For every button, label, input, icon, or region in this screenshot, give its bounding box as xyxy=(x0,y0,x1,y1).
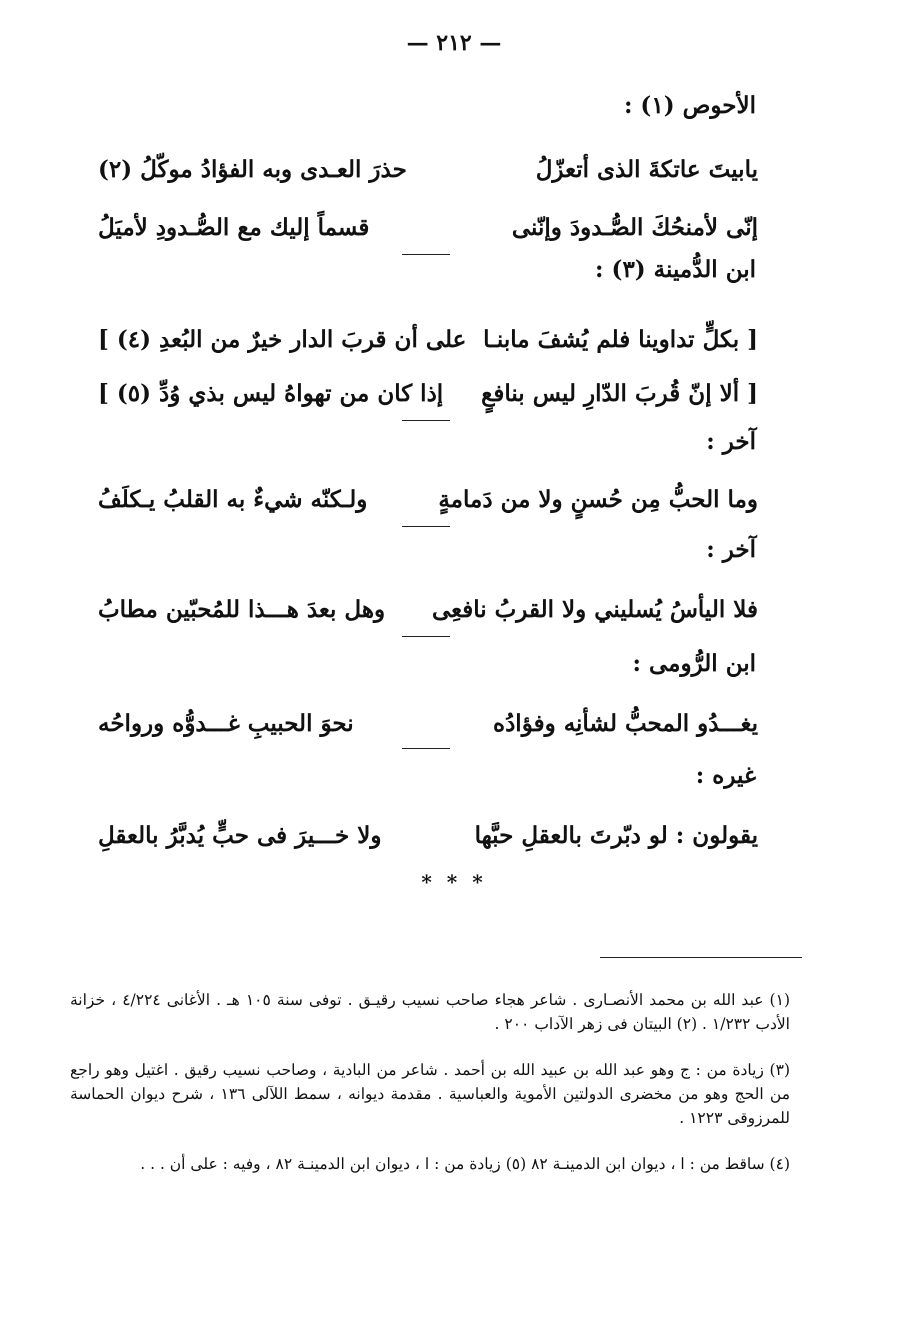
verse-line xyxy=(98,372,758,416)
verse-first-hemistich: [ ألا إنّ قُربَ الدّارِ ليس بنافعٍ xyxy=(481,380,758,407)
verse-second-hemistich: قسماً إليك مع الصُّـدودِ لأميَلُ xyxy=(98,214,370,241)
verse-second-hemistich: ولـكنّه شيءٌ به القلبُ يـكلَفُ xyxy=(98,486,368,513)
poet-name-ibn-al-rumi: ابن الرُّومى : xyxy=(632,650,756,677)
verse-divider-rule xyxy=(402,254,450,255)
poet-name-another: آخر : xyxy=(706,536,756,563)
footnote: (١) عبد الله بن محمد الأنصـارى . شاعر هجاء صاحب نسيب رقيـق . توفى سنة ١٠٥ هـ . الأغانى ٤/٢٢٤ ، خزانة الأدب ١/٢٣٢ . (٢) البيتان فى زهر الآداب ٢٠٠ . xyxy=(70,991,791,1033)
verse-second-hemistich: ولا خـــيرَ فى حبٍّ يُدبَّرُ بالعقلِ xyxy=(98,822,382,849)
verse-line xyxy=(98,702,758,746)
footnote: (٤) ساقط من : ا ، ديوان ابن الدمينـة ٨٢ (٥) زيادة من : ا ، ديوان ابن الدمينـة ٨٢ ، وفيه : على أن . . . xyxy=(140,1155,790,1173)
verse-second-hemistich: وهل بعدَ هـــذا للمُحبّين مطابُ xyxy=(98,596,386,623)
verse-line xyxy=(98,588,758,632)
page-number: — ٢١٢ — xyxy=(406,30,502,56)
poet-name-al-ahwas: الأحوص (١) : xyxy=(623,92,756,119)
verse-second-hemistich: على أن قربَ الدار خيرٌ من البُعدِ (٤) ] xyxy=(98,326,467,353)
poet-name-other: غيره : xyxy=(695,762,756,789)
verse-first-hemistich: إنّى لأمنحُكَ الصُّـدودَ وإنّنى xyxy=(511,214,758,241)
verse-divider-rule xyxy=(402,420,450,421)
verse-first-hemistich: [ بكلٍّ تداوينا فلم يُشفَ مابنـا xyxy=(483,326,758,353)
footnote-rule xyxy=(600,957,802,958)
verse-second-hemistich: حذرَ العـدى وبه الفؤادُ موكّلُ (٢) xyxy=(98,156,407,183)
verse-line xyxy=(98,478,758,522)
verse-divider-rule xyxy=(402,636,450,637)
section-separator: * * * xyxy=(421,870,487,894)
footnote: (٣) زيادة من : ج وهو عبد الله بن عبيد الله بن أحمد . شاعر من البادية ، وصاحب نسيب رقيق . اغتيل وهو راجع من الحج وهو من مخضرى الدولتين الأموية والعباسية . مقدمة ديوانه ، سمط اللآلى ١٣٦ ، شرح ديوان الحماسة للمرزوقى ١٢٢٣ . xyxy=(70,1061,790,1127)
poet-name-another: آخر : xyxy=(706,428,756,455)
verse-first-hemistich: يغـــدُو المحبُّ لشأنِه وفؤادُه xyxy=(493,710,758,737)
verse-divider-rule xyxy=(402,748,450,749)
poet-name-ibn-al-dumayna: ابن الدُّمينة (٣) : xyxy=(595,256,756,283)
verse-line xyxy=(98,148,758,192)
verse-first-hemistich: فلا اليأسُ يُسليني ولا القربُ نافعِى xyxy=(431,596,758,623)
verse-line xyxy=(98,206,758,250)
verse-first-hemistich: يقولون : لو دبّرتَ بالعقلِ حبَّها xyxy=(474,822,758,849)
verse-first-hemistich: وما الحبُّ مِن حُسنٍ ولا من دَمامةٍ xyxy=(438,486,758,513)
verse-second-hemistich: نحوَ الحبيبِ غـــدوُّه ورواحُه xyxy=(98,710,354,737)
verse-line xyxy=(98,814,758,858)
verse-first-hemistich: يابيتَ عاتكةَ الذى أتعزّلُ xyxy=(535,156,758,183)
verse-second-hemistich: إذا كان من تهواهُ ليس بذي وُدِّ (٥) ] xyxy=(98,380,444,407)
verse-divider-rule xyxy=(402,526,450,527)
verse-line xyxy=(98,318,758,362)
